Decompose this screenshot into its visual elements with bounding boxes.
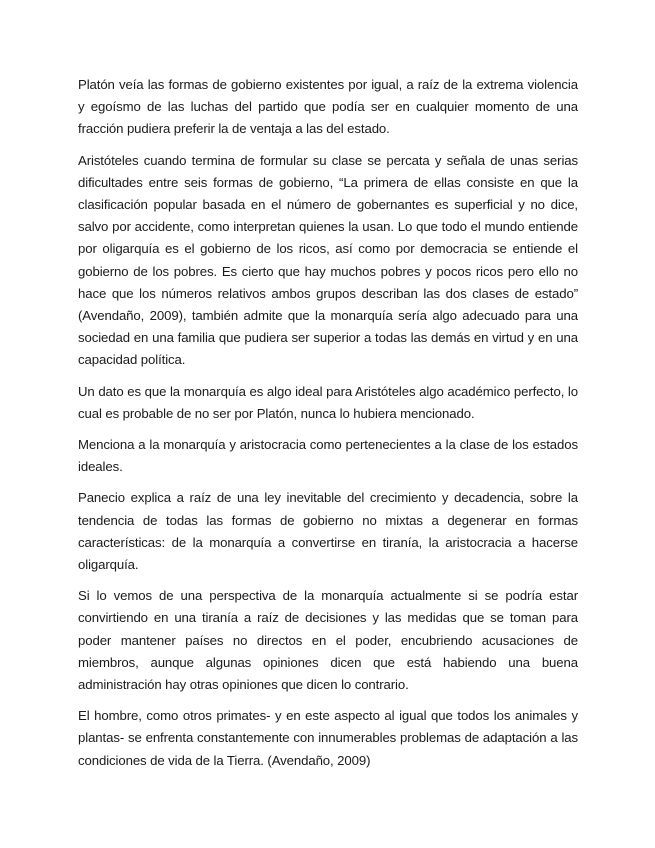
paragraph-monarquia-ideal: Un dato es que la monarquía es algo ideal para Aristóteles algo académico perfecto, lo cual es probable de no ser por Platón, nunca lo hubiera mencionado.: [78, 383, 578, 421]
paragraph-platon: Platón veía las formas de gobierno existentes por igual, a raíz de la extrema violencia y egoísmo de las luchas del partido que podía ser en cualquier momento de una fracción pudiera preferir la de ventaja a las del estado.: [78, 77, 578, 137]
paragraph-perspectiva-actual: Si lo vemos de una perspectiva de la monarquía actualmente si se podría estar convirtiendo en una tiranía a raíz de decisiones y las medidas que se toman para poder mantener países no directos en el poder, encubriendo acusaciones de miembros, aunque algunas opiniones dicen que está habiendo una buena administración hay otras opiniones que dicen lo contrario.: [78, 588, 578, 693]
document-body: [78, 74, 578, 781]
paragraph-aristoteles: Aristóteles cuando termina de formular su clase se percata y señala de unas serias dificultades entre seis formas de gobierno, “La primera de ellas consiste en que la clasificación popular basada en el número de gobernantes es superficial y no dice, salvo por accidente, como interpretan quienes la usan. Lo que todo el mundo entiende por oligarquía es el gobierno de los ricos, así como por democracia se entiende el gobierno de los pobres. Es cierto que hay muchos pobres y pocos ricos pero ello no hace que los números relativos ambos grupos describan las dos clases de estado” (Avendaño, 2009), también admite que la monarquía sería algo adecuado para una sociedad en una familia que pudiera ser superior a todas las demás en virtud y en una capacidad política.: [78, 152, 578, 368]
paragraph-estados-ideales: Menciona a la monarquía y aristocracia como pertenecientes a la clase de los estados ideales.: [78, 437, 578, 475]
paragraph-panecio: Panecio explica a raíz de una ley inevitable del crecimiento y decadencia, sobre la tendencia de todas las formas de gobierno no mixtas a degenerar en formas características: de la monarquía a convertirse en tiranía, la aristocracia a hacerse oligarquía.: [78, 490, 578, 573]
paragraph-el-hombre: El hombre, como otros primates- y en este aspecto al igual que todos los animales y plantas- se enfrenta constantemente con innumerables problemas de adaptación a las condiciones de vida de la Tierra. (Avendaño, 2009): [78, 708, 578, 768]
